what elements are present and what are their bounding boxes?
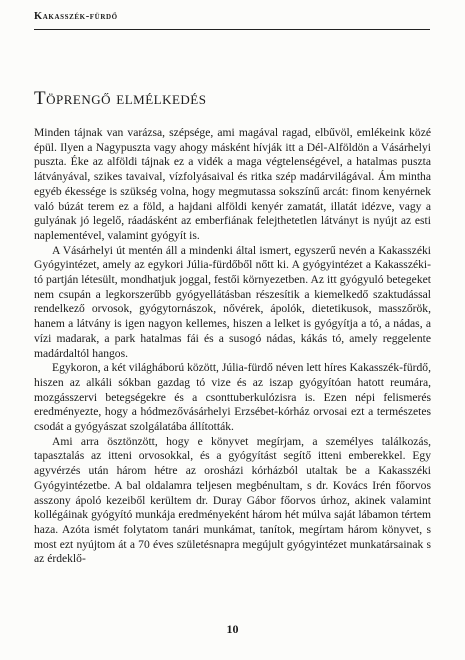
chapter-title: Töprengő elmélkedés [34, 88, 207, 109]
paragraph-1: Minden tájnak van varázsa, szépsége, ami magával ragad, elbűvöl, emlékeink közé épül. Ilyen a Nagypuszta vagy ahogy másként hívják itt a Dél-Alföldön a Vásárhelyi puszta. Éke az alföldi tájnak ez a vidék a maga végtelenségével, a hatalmas puszta látványával, szikes tavaival, vízfolyásaival és ritka szép madárvilágával. Ám mintha egyéb ékessége is szükség volna, hogy megmutassa sokszínű arcát: finom kenyérnek való búzát terem ez a föld, a hajdani alföldi kenyér zamatát, illatát idézve, vagy a gulyának jó legelő, ráadásként az emberfiának felejthetetlen látványt is nyújt az esti naplementével, valamint gyógyít is. [34, 126, 431, 242]
running-head: Kakasszék-fürdő [34, 11, 118, 22]
paragraph-2: A Vásárhelyi út mentén áll a mindenki által ismert, egyszerű nevén a Kakasszéki Gyógyintézet, amely az egykori Júlia-fürdőből nőtt ki. A gyógyintézet a Kakasszéki-tó partján létesült, mondhatjuk joggal, festői környezetben. Az itt gyógyuló betegeket nem csupán a legkorszerűbb gyógyellátásban részesítik a kiemelkedő szaktudással rendelkező orvosok, gyógytornászok, nővérek, ápolók, dietetikusok, masszőrök, hanem a látvány is igen nagyon kellemes, hiszen a lelket is gyógyítja a tó, a nádas, a vízi madarak, a park hatalmas fái és a susogó nádas, kákás tó, amely reggelente madárdaltól hangos. [34, 243, 431, 360]
paragraph-3: Egykoron, a két világháború között, Júlia-fürdő néven lett híres Kakasszék-fürdő, hiszen az alkáli sókban gazdag tó vize és az iszap gyógyítóan hatott reumára, mozgásszervi betegségekre és a csonttuberkulózisra is. Ezen népi felismerés eredményezte, hogy a hódmezővásárhelyi Erzsébet-kórház orvosai ezt a természetes csodát a gyógyászat szolgálatába állították. [34, 361, 431, 434]
page-number: 10 [226, 622, 239, 636]
paragraph-4: Ami arra ösztönzött, hogy e könyvet megírjam, a személyes találkozás, tapasztalás az itteni orvosokkal, és a gyógyítást segítő itteni emberekkel. Egy agyvérzés után három hétre az orosházi kórházból utaltak be a Kakasszéki Gyógyintézetbe. A bal oldalamra teljesen megbénultam, s dr. Kovács Irén főorvos asszony ápoló kezeiből kerültem dr. Duray Gábor főorvos úrhoz, akinek valamint kollégáinak gyógyító munkája eredményeként három hét múlva saját lábamon tértem haza. Azóta ismét folytatom tanári munkámat, tanítok, megírtam három könyvet, s most ezt nyújtom át a 70 éves születésnapra megújult gyógyintézet munkatársainak s az érdeklő- [34, 434, 431, 566]
body-text [34, 126, 431, 567]
header-rule [34, 29, 430, 30]
